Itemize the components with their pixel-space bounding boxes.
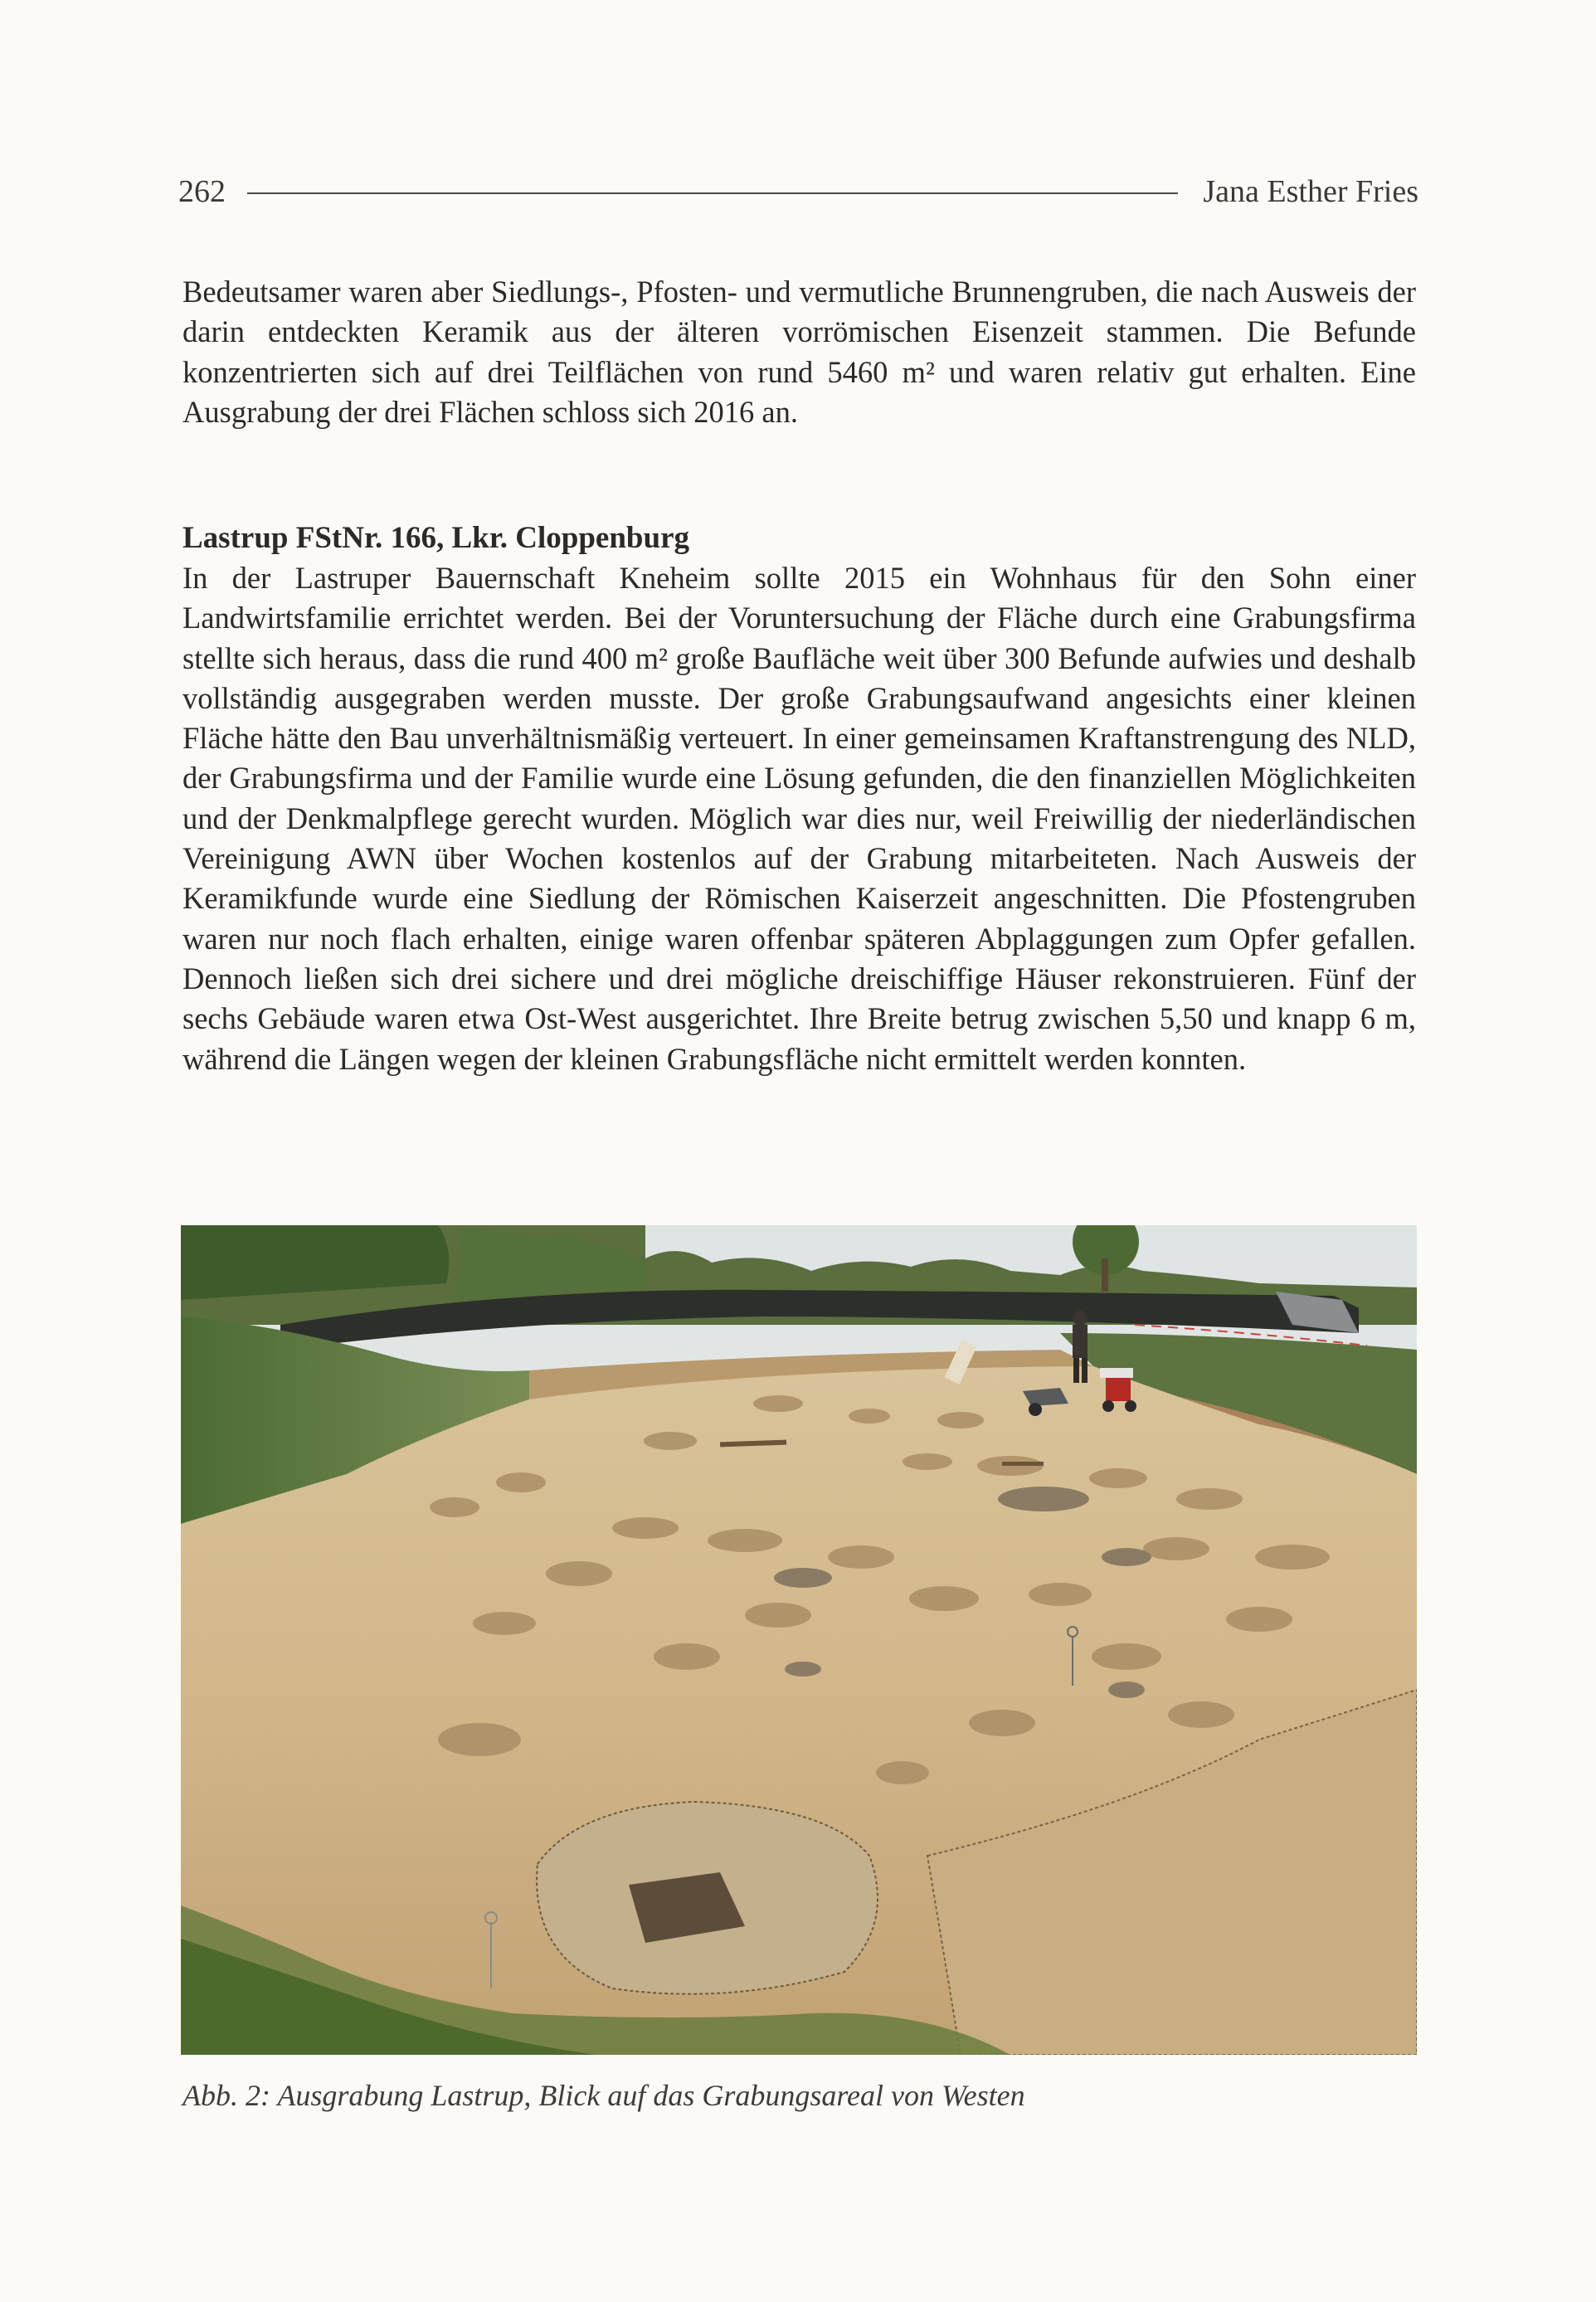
running-author: Jana Esther Fries (1203, 174, 1418, 209)
header-rule (247, 192, 1178, 194)
section-heading: Lastrup FStNr. 166, Lkr. Cloppenburg (182, 521, 689, 555)
paragraph-1: Bedeutsamer waren aber Siedlungs-, Pfosten- und vermutliche Brunnengruben, die nach Ausweis der darin entdeckten Keramik aus der älteren vorrömischen Eisenzeit stammen. Die Befunde konzentrierten sich auf drei Teilflächen von rund 5460 m² und waren relativ gut erhalten. Eine Ausgrabung der drei Flächen schloss sich 2016 an. (182, 275, 1416, 429)
running-header (178, 170, 1418, 213)
figure-caption: Abb. 2: Ausgrabung Lastrup, Blick auf das Grabungsareal von Westen (182, 2079, 1025, 2112)
page-number: 262 (178, 174, 226, 209)
excavation-photo (181, 1225, 1417, 2055)
paragraph-2: In der Lastruper Bauernschaft Kneheim sollte 2015 ein Wohnhaus für den Sohn einer Landwirtsfamilie errichtet werden. Bei der Voruntersuchung der Fläche durch eine Grabungsfirma stellte sich heraus, dass die rund 400 m² große Baufläche weit über 300 Befunde aufwies und deshalb vollständig ausgegraben werden musste. Der große Grabungsaufwand angesichts einer kleinen Fläche hätte den Bau unverhältnismäßig verteuert. In einer gemeinsamen Kraftanstrengung des NLD, der Grabungsfirma und der Familie wurde eine Lösung gefunden, die den finanziellen Möglichkeiten und der Denkmalpflege gerecht wurden. Möglich war dies nur, weil Freiwillig der niederländischen Vereinigung AWN über Wochen kostenlos auf der Grabung mitarbeiteten. Nach Ausweis der Keramikfunde wurde eine Siedlung der Römischen Kaiserzeit angeschnitten. Die Pfostengruben waren nur noch flach erhalten, einige waren offenbar späteren Abplaggungen zum Opfer gefallen. Dennoch ließen sich drei sichere und drei mögliche dreischiffige Häuser rekonstruieren. Fünf der sechs Gebäude waren etwa Ost-West ausgerichtet. Ihre Breite betrug zwischen 5,50 und knapp 6 m, während die Längen wegen der kleinen Grabungsfläche nicht ermittelt werden konnten. (182, 561, 1416, 1076)
